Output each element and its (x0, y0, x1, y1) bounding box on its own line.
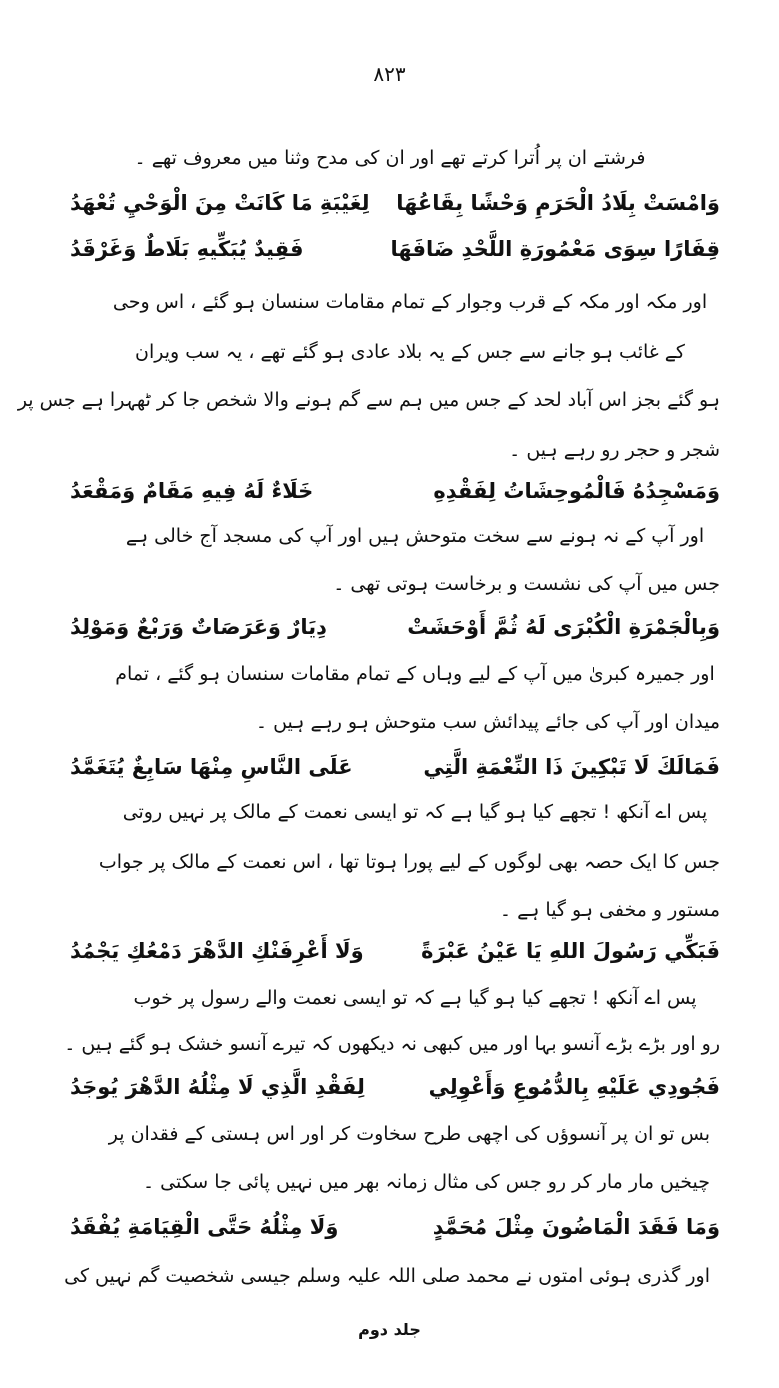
verse-first-hemistich: وَبِالْجَمْرَةِ الْكُبْرَى لَهُ ثُمَّ أَوْحَشَتْ (407, 615, 720, 639)
verse-second-hemistich: وَلَا مِثْلُهُ حَتَّى الْقِيَامَةِ يُفْقَدُ (70, 1215, 339, 1239)
verse-second-hemistich: خَلَاءٌ لَهُ فِيهِ مَقَامٌ وَمَقْعَدُ (70, 479, 314, 503)
page-number: ۸۲۳ (373, 62, 406, 86)
verse-line (70, 480, 720, 514)
prose-line: اور آپ کے نہ ہونے سے سخت متوحش ہیں اور آپ کی مسجد آج خالی ہے (125, 525, 705, 547)
prose-line: میدان اور آپ کی جائے پیدائش سب متوحش ہو رہے ہیں ۔ (255, 711, 720, 733)
verse-first-hemistich: فَجُودِي عَلَيْهِ بِالدُّمُوعِ وَأَعْوِلِي (428, 1075, 720, 1099)
prose-line: مستور و مخفی ہو گیا ہے ۔ (499, 899, 720, 921)
prose-line: ہو گئے بجز اس آباد لحد کے جس میں ہم سے گم ہونے والا شخص جا کر ٹھہرا ہے جس پر (17, 389, 720, 411)
prose-line: بس تو ان پر آنسوؤں کی اچھی طرح سخاوت کر اور اس ہستی کے فقدان پر (108, 1123, 710, 1145)
prose-line: کے غائب ہو جانے سے جس کے یہ بلاد عادی ہو گئے تھے ، یہ سب ویران (135, 341, 685, 363)
verse-first-hemistich: وَمَسْجِدُهُ فَالْمُوحِشَاتُ لِفَقْدِهِ (433, 479, 720, 503)
verse-first-hemistich: وَامْسَتْ بِلَادُ الْحَرَمِ وَحْشًا بِقَاعُهَا (396, 191, 720, 215)
verse-line (70, 616, 720, 650)
verse-second-hemistich: لِفَقْدِ الَّذِي لَا مِثْلُهُ الدَّهْرَ يُوجَدُ (70, 1075, 365, 1099)
verse-line (70, 940, 720, 974)
verse-line (70, 1216, 720, 1250)
verse-first-hemistich: فَمَالَكَ لَا تَبْكِينَ ذَا النِّعْمَةِ الَّتِي (423, 755, 720, 779)
prose-line: پس اے آنکھ ! تجھے کیا ہو گیا ہے کہ تو ایسی نعمت کے مالک پر نہیں روتی (122, 801, 708, 823)
verse-first-hemistich: فَبَكِّي رَسُولَ اللهِ يَا عَيْنُ عَبْرَةً (421, 939, 720, 963)
prose-line: پس اے آنکھ ! تجھے کیا ہو گیا ہے کہ تو ایسی نعمت والے رسول پر خوب (133, 987, 697, 1009)
verse-line (70, 756, 720, 790)
verse-second-hemistich: لِغَيْبَةِ مَا كَانَتْ مِنَ الْوَحْيِ تُعْهَدُ (70, 191, 370, 215)
verse-second-hemistich: وَلَا أَعْرِفَنْكِ الدَّهْرَ دَمْعُكِ يَجْمُدُ (70, 939, 364, 963)
prose-line: رو اور بڑے بڑے آنسو بہا اور میں کبھی نہ دیکھوں کہ تیرے آنسو خشک ہو گئے ہیں ۔ (64, 1033, 720, 1055)
prose-line: اور گذری ہوئی امتوں نے محمد صلی اللہ علیہ وسلم جیسی شخصیت گم نہیں کی (64, 1265, 710, 1287)
verse-line (70, 1076, 720, 1110)
verse-second-hemistich: فَقِيدٌ يُبَكِّيهِ بَلَاطٌ وَغَرْقَدُ (70, 237, 304, 261)
prose-line: فرشتے ان پر اُترا کرتے تھے اور ان کی مدح وثنا میں معروف تھے ۔ (134, 147, 646, 169)
prose-line: اور جمیرہ کبریٰ میں آپ کے لیے وہاں کے تمام مقامات سنسان ہو گئے ، تمام (115, 663, 715, 685)
prose-line: شجر و حجر رو رہے ہیں ۔ (509, 439, 720, 461)
volume-footer: جلد دوم (358, 1320, 421, 1339)
prose-line: اور مکہ اور مکہ کے قرب وجوار کے تمام مقامات سنسان ہو گئے ، اس وحی (112, 291, 708, 313)
verse-line (70, 238, 720, 272)
prose-line: جس میں آپ کی نشست و برخاست ہوتی تھی ۔ (333, 573, 720, 595)
verse-first-hemistich: قِفَارًا سِوَى مَعْمُورَةِ اللَّحْدِ ضَافَهَا (390, 237, 720, 261)
prose-line: جس کا ایک حصہ بھی لوگوں کے لیے پورا ہوتا تھا ، اس نعمت کے مالک پر جواب (98, 851, 720, 873)
verse-second-hemistich: عَلَى النَّاسِ مِنْهَا سَابِغٌ يُتَغَمَّدُ (70, 755, 353, 779)
verse-line (70, 192, 720, 226)
prose-line: چیخیں مار مار کر رو جس کی مثال زمانہ بھر میں نہیں پائی جا سکتی ۔ (143, 1171, 710, 1193)
verse-first-hemistich: وَمَا فَقَدَ الْمَاضُونَ مِثْلَ مُحَمَّدٍ (432, 1215, 720, 1239)
verse-second-hemistich: دِيَارٌ وَعَرَصَاتٌ وَرَبْعٌ وَمَوْلِدُ (70, 615, 327, 639)
